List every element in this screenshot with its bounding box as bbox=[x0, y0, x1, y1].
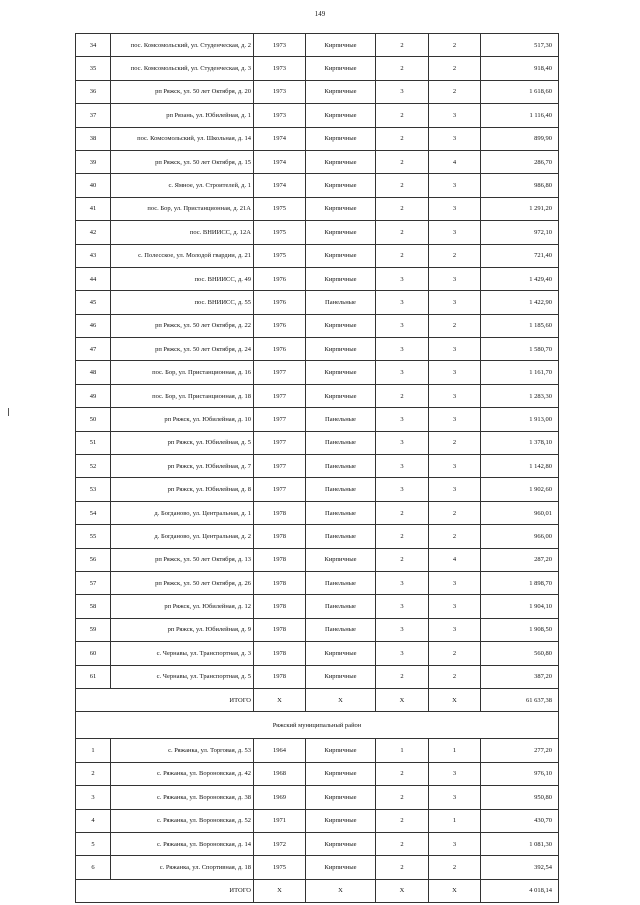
table-row bbox=[76, 197, 559, 220]
total-x-cell: Х bbox=[254, 879, 306, 902]
total-x-cell: Х bbox=[306, 879, 376, 902]
table-row bbox=[76, 618, 559, 641]
row-number: 45 bbox=[76, 291, 111, 314]
table-row bbox=[76, 595, 559, 618]
amount-cell: 1 283,30 bbox=[481, 384, 559, 407]
table-row bbox=[76, 314, 559, 337]
entrances-cell: 3 bbox=[429, 786, 481, 809]
floors-cell: 2 bbox=[376, 221, 429, 244]
entrances-cell: 3 bbox=[429, 267, 481, 290]
year-cell: 1975 bbox=[254, 197, 306, 220]
year-cell: 1978 bbox=[254, 642, 306, 665]
address-cell: с. Чернавы, ул. Транспортная, д. 5 bbox=[111, 665, 254, 688]
total-row bbox=[76, 688, 559, 711]
wall-material-cell: Кирпичные bbox=[306, 80, 376, 103]
wall-material-cell: Кирпичные bbox=[306, 338, 376, 361]
amount-cell: 1 185,60 bbox=[481, 314, 559, 337]
row-number: 55 bbox=[76, 525, 111, 548]
floors-cell: 3 bbox=[376, 291, 429, 314]
entrances-cell: 2 bbox=[429, 80, 481, 103]
table-row bbox=[76, 221, 559, 244]
wall-material-cell: Кирпичные bbox=[306, 104, 376, 127]
floors-cell: 2 bbox=[376, 150, 429, 173]
table-row bbox=[76, 384, 559, 407]
wall-material-cell: Кирпичные bbox=[306, 267, 376, 290]
floors-cell: 2 bbox=[376, 127, 429, 150]
address-cell: пос. ВНИИСС, д. 12А bbox=[111, 221, 254, 244]
amount-cell: 1 291,20 bbox=[481, 197, 559, 220]
floors-cell: 3 bbox=[376, 478, 429, 501]
year-cell: 1976 bbox=[254, 338, 306, 361]
table-row bbox=[76, 244, 559, 267]
entrances-cell: 3 bbox=[429, 408, 481, 431]
table-row bbox=[76, 150, 559, 173]
table-row bbox=[76, 642, 559, 665]
table-row bbox=[76, 762, 559, 785]
address-cell: рп Ряжск, ул. 50 лет Октября, д. 26 bbox=[111, 571, 254, 594]
amount-cell: 1 429,40 bbox=[481, 267, 559, 290]
entrances-cell: 3 bbox=[429, 832, 481, 855]
amount-cell: 1 902,60 bbox=[481, 478, 559, 501]
amount-cell: 560,80 bbox=[481, 642, 559, 665]
entrances-cell: 3 bbox=[429, 361, 481, 384]
amount-cell: 277,20 bbox=[481, 739, 559, 762]
floors-cell: 1 bbox=[376, 739, 429, 762]
year-cell: 1974 bbox=[254, 150, 306, 173]
row-number: 43 bbox=[76, 244, 111, 267]
amount-cell: 976,10 bbox=[481, 762, 559, 785]
housing-register-table bbox=[75, 33, 559, 903]
year-cell: 1973 bbox=[254, 57, 306, 80]
floors-cell: 3 bbox=[376, 595, 429, 618]
floors-cell: 2 bbox=[376, 244, 429, 267]
wall-material-cell: Кирпичные bbox=[306, 384, 376, 407]
entrances-cell: 2 bbox=[429, 34, 481, 57]
amount-cell: 986,80 bbox=[481, 174, 559, 197]
year-cell: 1978 bbox=[254, 618, 306, 641]
table-row bbox=[76, 127, 559, 150]
table-row bbox=[76, 665, 559, 688]
wall-material-cell: Панельные bbox=[306, 595, 376, 618]
entrances-cell: 2 bbox=[429, 525, 481, 548]
address-cell: с. Чернавы, ул. Транспортная, д. 3 bbox=[111, 642, 254, 665]
table-row bbox=[76, 104, 559, 127]
wall-material-cell: Кирпичные bbox=[306, 244, 376, 267]
table-row bbox=[76, 57, 559, 80]
entrances-cell: 3 bbox=[429, 595, 481, 618]
floors-cell: 2 bbox=[376, 197, 429, 220]
address-cell: д. Богданово, ул. Центральная, д. 1 bbox=[111, 501, 254, 524]
row-number: 4 bbox=[76, 809, 111, 832]
floors-cell: 3 bbox=[376, 642, 429, 665]
wall-material-cell: Панельные bbox=[306, 501, 376, 524]
year-cell: 1977 bbox=[254, 455, 306, 478]
entrances-cell: 3 bbox=[429, 104, 481, 127]
wall-material-cell: Панельные bbox=[306, 408, 376, 431]
amount-cell: 972,10 bbox=[481, 221, 559, 244]
amount-cell: 1 081,30 bbox=[481, 832, 559, 855]
floors-cell: 2 bbox=[376, 57, 429, 80]
entrances-cell: 2 bbox=[429, 501, 481, 524]
amount-cell: 1 142,80 bbox=[481, 455, 559, 478]
row-number: 50 bbox=[76, 408, 111, 431]
wall-material-cell: Кирпичные bbox=[306, 832, 376, 855]
row-number: 47 bbox=[76, 338, 111, 361]
table-row bbox=[76, 478, 559, 501]
table-row bbox=[76, 267, 559, 290]
floors-cell: 3 bbox=[376, 338, 429, 361]
address-cell: пос. Комсомольский, ул. Школьная, д. 14 bbox=[111, 127, 254, 150]
year-cell: 1977 bbox=[254, 478, 306, 501]
row-number: 6 bbox=[76, 856, 111, 879]
floors-cell: 3 bbox=[376, 80, 429, 103]
amount-cell: 899,90 bbox=[481, 127, 559, 150]
year-cell: 1969 bbox=[254, 786, 306, 809]
year-cell: 1977 bbox=[254, 408, 306, 431]
amount-cell: 1 913,00 bbox=[481, 408, 559, 431]
row-number: 3 bbox=[76, 786, 111, 809]
table-row bbox=[76, 455, 559, 478]
total-label: ИТОГО bbox=[76, 688, 254, 711]
floors-cell: 3 bbox=[376, 618, 429, 641]
wall-material-cell: Панельные bbox=[306, 571, 376, 594]
table-row bbox=[76, 361, 559, 384]
entrances-cell: 3 bbox=[429, 174, 481, 197]
entrances-cell: 3 bbox=[429, 618, 481, 641]
year-cell: 1974 bbox=[254, 127, 306, 150]
entrances-cell: 1 bbox=[429, 809, 481, 832]
amount-cell: 966,00 bbox=[481, 525, 559, 548]
year-cell: 1977 bbox=[254, 431, 306, 454]
year-cell: 1978 bbox=[254, 548, 306, 571]
address-cell: рп Ряжск, ул. Юбилейная, д. 9 bbox=[111, 618, 254, 641]
entrances-cell: 3 bbox=[429, 221, 481, 244]
row-number: 46 bbox=[76, 314, 111, 337]
table-row bbox=[76, 80, 559, 103]
wall-material-cell: Кирпичные bbox=[306, 221, 376, 244]
entrances-cell: 3 bbox=[429, 291, 481, 314]
table-row bbox=[76, 34, 559, 57]
year-cell: 1972 bbox=[254, 832, 306, 855]
floors-cell: 3 bbox=[376, 431, 429, 454]
wall-material-cell: Кирпичные bbox=[306, 809, 376, 832]
table-row bbox=[76, 174, 559, 197]
wall-material-cell: Кирпичные bbox=[306, 174, 376, 197]
floors-cell: 3 bbox=[376, 571, 429, 594]
year-cell: 1976 bbox=[254, 291, 306, 314]
page-number: 149 bbox=[314, 10, 326, 18]
wall-material-cell: Панельные bbox=[306, 455, 376, 478]
address-cell: пос. Бор, ул. Пристанционная, д. 21А bbox=[111, 197, 254, 220]
floors-cell: 2 bbox=[376, 384, 429, 407]
floors-cell: 2 bbox=[376, 786, 429, 809]
row-number: 39 bbox=[76, 150, 111, 173]
wall-material-cell: Кирпичные bbox=[306, 57, 376, 80]
address-cell: пос. Комсомольский, ул. Студенческая, д. 3 bbox=[111, 57, 254, 80]
amount-cell: 430,70 bbox=[481, 809, 559, 832]
amount-cell: 950,80 bbox=[481, 786, 559, 809]
entrances-cell: 3 bbox=[429, 455, 481, 478]
row-number: 34 bbox=[76, 34, 111, 57]
total-x-cell: Х bbox=[429, 879, 481, 902]
amount-cell: 1 378,10 bbox=[481, 431, 559, 454]
section-title: Ряжский муниципальный район bbox=[76, 712, 559, 739]
amount-cell: 1 161,70 bbox=[481, 361, 559, 384]
floors-cell: 3 bbox=[376, 314, 429, 337]
address-cell: с. Полесское, ул. Молодой гвардии, д. 21 bbox=[111, 244, 254, 267]
wall-material-cell: Панельные bbox=[306, 618, 376, 641]
floors-cell: 2 bbox=[376, 525, 429, 548]
row-number: 52 bbox=[76, 455, 111, 478]
entrances-cell: 3 bbox=[429, 197, 481, 220]
row-number: 2 bbox=[76, 762, 111, 785]
wall-material-cell: Кирпичные bbox=[306, 856, 376, 879]
floors-cell: 2 bbox=[376, 501, 429, 524]
table-row bbox=[76, 786, 559, 809]
entrances-cell: 3 bbox=[429, 384, 481, 407]
entrances-cell: 3 bbox=[429, 478, 481, 501]
year-cell: 1978 bbox=[254, 595, 306, 618]
row-number: 58 bbox=[76, 595, 111, 618]
floors-cell: 2 bbox=[376, 762, 429, 785]
year-cell: 1975 bbox=[254, 856, 306, 879]
table-row bbox=[76, 291, 559, 314]
entrances-cell: 2 bbox=[429, 314, 481, 337]
wall-material-cell: Кирпичные bbox=[306, 150, 376, 173]
amount-cell: 287,20 bbox=[481, 548, 559, 571]
floors-cell: 2 bbox=[376, 34, 429, 57]
year-cell: 1964 bbox=[254, 739, 306, 762]
year-cell: 1978 bbox=[254, 571, 306, 594]
address-cell: д. Богданово, ул. Центральная, д. 2 bbox=[111, 525, 254, 548]
floors-cell: 3 bbox=[376, 455, 429, 478]
address-cell: рп Ряжск, ул. Юбилейная, д. 7 bbox=[111, 455, 254, 478]
table-body bbox=[76, 34, 559, 903]
amount-cell: 1 580,70 bbox=[481, 338, 559, 361]
floors-cell: 3 bbox=[376, 361, 429, 384]
address-cell: пос. Комсомольский, ул. Студенческая, д. 2 bbox=[111, 34, 254, 57]
table-row bbox=[76, 431, 559, 454]
row-number: 53 bbox=[76, 478, 111, 501]
amount-cell: 1 908,50 bbox=[481, 618, 559, 641]
entrances-cell: 4 bbox=[429, 548, 481, 571]
row-number: 41 bbox=[76, 197, 111, 220]
wall-material-cell: Кирпичные bbox=[306, 314, 376, 337]
entrances-cell: 3 bbox=[429, 338, 481, 361]
row-number: 61 bbox=[76, 665, 111, 688]
address-cell: рп Ряжск, ул. 50 лет Октября, д. 24 bbox=[111, 338, 254, 361]
address-cell: рп Ряжск, ул. 50 лет Октября, д. 20 bbox=[111, 80, 254, 103]
address-cell: с. Ряжанка, ул. Вороновская, д. 42 bbox=[111, 762, 254, 785]
row-number: 5 bbox=[76, 832, 111, 855]
address-cell: пос. ВНИИСС, д. 55 bbox=[111, 291, 254, 314]
entrances-cell: 3 bbox=[429, 762, 481, 785]
wall-material-cell: Кирпичные bbox=[306, 361, 376, 384]
row-number: 60 bbox=[76, 642, 111, 665]
year-cell: 1976 bbox=[254, 267, 306, 290]
year-cell: 1971 bbox=[254, 809, 306, 832]
wall-material-cell: Панельные bbox=[306, 291, 376, 314]
floors-cell: 3 bbox=[376, 408, 429, 431]
floors-cell: 2 bbox=[376, 856, 429, 879]
year-cell: 1968 bbox=[254, 762, 306, 785]
amount-cell: 1 904,10 bbox=[481, 595, 559, 618]
row-number: 59 bbox=[76, 618, 111, 641]
table-row bbox=[76, 408, 559, 431]
amount-cell: 918,40 bbox=[481, 57, 559, 80]
amount-cell: 1 898,70 bbox=[481, 571, 559, 594]
year-cell: 1977 bbox=[254, 384, 306, 407]
floors-cell: 2 bbox=[376, 809, 429, 832]
section-header-row bbox=[76, 712, 559, 739]
entrances-cell: 3 bbox=[429, 127, 481, 150]
total-x-cell: Х bbox=[376, 688, 429, 711]
year-cell: 1978 bbox=[254, 665, 306, 688]
year-cell: 1973 bbox=[254, 80, 306, 103]
wall-material-cell: Панельные bbox=[306, 431, 376, 454]
address-cell: рп Ряжск, ул. Юбилейная, д. 10 bbox=[111, 408, 254, 431]
entrances-cell: 2 bbox=[429, 642, 481, 665]
wall-material-cell: Кирпичные bbox=[306, 665, 376, 688]
address-cell: с. Ямное, ул. Строителей, д. 1 bbox=[111, 174, 254, 197]
address-cell: пос. Бор, ул. Пристанционная, д. 18 bbox=[111, 384, 254, 407]
amount-cell: 517,30 bbox=[481, 34, 559, 57]
table-row bbox=[76, 856, 559, 879]
total-row bbox=[76, 879, 559, 902]
amount-cell: 1 116,40 bbox=[481, 104, 559, 127]
address-cell: рп Ряжск, ул. Юбилейная, д. 8 bbox=[111, 478, 254, 501]
row-number: 56 bbox=[76, 548, 111, 571]
entrances-cell: 2 bbox=[429, 431, 481, 454]
year-cell: 1978 bbox=[254, 525, 306, 548]
address-cell: рп Ряжск, ул. 50 лет Октября, д. 15 bbox=[111, 150, 254, 173]
wall-material-cell: Панельные bbox=[306, 525, 376, 548]
row-number: 48 bbox=[76, 361, 111, 384]
wall-material-cell: Кирпичные bbox=[306, 548, 376, 571]
entrances-cell: 4 bbox=[429, 150, 481, 173]
entrances-cell: 3 bbox=[429, 571, 481, 594]
year-cell: 1973 bbox=[254, 34, 306, 57]
row-number: 40 bbox=[76, 174, 111, 197]
year-cell: 1975 bbox=[254, 221, 306, 244]
address-cell: рп Ряжск, ул. 50 лет Октября, д. 22 bbox=[111, 314, 254, 337]
wall-material-cell: Кирпичные bbox=[306, 197, 376, 220]
amount-cell: 387,20 bbox=[481, 665, 559, 688]
total-x-cell: Х bbox=[254, 688, 306, 711]
row-number: 54 bbox=[76, 501, 111, 524]
address-cell: с. Ряжанка, ул. Торговая, д. 53 bbox=[111, 739, 254, 762]
wall-material-cell: Кирпичные bbox=[306, 739, 376, 762]
amount-cell: 960,01 bbox=[481, 501, 559, 524]
row-number: 51 bbox=[76, 431, 111, 454]
total-amount: 61 637,38 bbox=[481, 688, 559, 711]
entrances-cell: 2 bbox=[429, 856, 481, 879]
table-row bbox=[76, 548, 559, 571]
floors-cell: 2 bbox=[376, 174, 429, 197]
entrances-cell: 1 bbox=[429, 739, 481, 762]
year-cell: 1978 bbox=[254, 501, 306, 524]
wall-material-cell: Панельные bbox=[306, 478, 376, 501]
table-row bbox=[76, 525, 559, 548]
row-number: 35 bbox=[76, 57, 111, 80]
address-cell: рп Рязань, ул. Юбилейная, д. 1 bbox=[111, 104, 254, 127]
address-cell: рп Ряжск, ул. Юбилейная, д. 5 bbox=[111, 431, 254, 454]
floors-cell: 2 bbox=[376, 832, 429, 855]
table-row bbox=[76, 832, 559, 855]
year-cell: 1973 bbox=[254, 104, 306, 127]
table-row bbox=[76, 338, 559, 361]
total-x-cell: Х bbox=[306, 688, 376, 711]
wall-material-cell: Кирпичные bbox=[306, 642, 376, 665]
wall-material-cell: Кирпичные bbox=[306, 786, 376, 809]
year-cell: 1975 bbox=[254, 244, 306, 267]
floors-cell: 2 bbox=[376, 548, 429, 571]
entrances-cell: 2 bbox=[429, 244, 481, 267]
amount-cell: 1 618,60 bbox=[481, 80, 559, 103]
table-row bbox=[76, 571, 559, 594]
total-amount: 4 018,14 bbox=[481, 879, 559, 902]
address-cell: с. Ряжанка, ул. Спортивная, д. 18 bbox=[111, 856, 254, 879]
total-x-cell: Х bbox=[429, 688, 481, 711]
address-cell: с. Ряжанка, ул. Вороновская, д. 52 bbox=[111, 809, 254, 832]
row-number: 1 bbox=[76, 739, 111, 762]
floors-cell: 3 bbox=[376, 267, 429, 290]
entrances-cell: 2 bbox=[429, 665, 481, 688]
wall-material-cell: Кирпичные bbox=[306, 127, 376, 150]
row-number: 49 bbox=[76, 384, 111, 407]
row-number: 36 bbox=[76, 80, 111, 103]
floors-cell: 2 bbox=[376, 665, 429, 688]
margin-mark bbox=[8, 408, 9, 416]
row-number: 38 bbox=[76, 127, 111, 150]
amount-cell: 392,54 bbox=[481, 856, 559, 879]
table-row bbox=[76, 739, 559, 762]
wall-material-cell: Кирпичные bbox=[306, 34, 376, 57]
wall-material-cell: Кирпичные bbox=[306, 762, 376, 785]
row-number: 44 bbox=[76, 267, 111, 290]
address-cell: пос. Бор, ул. Пристанционная, д. 16 bbox=[111, 361, 254, 384]
row-number: 42 bbox=[76, 221, 111, 244]
address-cell: рп Ряжск, ул. 50 лет Октября, д. 13 bbox=[111, 548, 254, 571]
floors-cell: 2 bbox=[376, 104, 429, 127]
year-cell: 1977 bbox=[254, 361, 306, 384]
total-label: ИТОГО bbox=[76, 879, 254, 902]
total-x-cell: Х bbox=[376, 879, 429, 902]
row-number: 57 bbox=[76, 571, 111, 594]
entrances-cell: 2 bbox=[429, 57, 481, 80]
year-cell: 1974 bbox=[254, 174, 306, 197]
row-number: 37 bbox=[76, 104, 111, 127]
year-cell: 1976 bbox=[254, 314, 306, 337]
table-row bbox=[76, 809, 559, 832]
address-cell: с. Ряжанка, ул. Вороновская, д. 14 bbox=[111, 832, 254, 855]
amount-cell: 721,40 bbox=[481, 244, 559, 267]
table-row bbox=[76, 501, 559, 524]
address-cell: с. Ряжанка, ул. Вороновская, д. 38 bbox=[111, 786, 254, 809]
amount-cell: 1 422,90 bbox=[481, 291, 559, 314]
address-cell: пос. ВНИИСС, д. 49 bbox=[111, 267, 254, 290]
amount-cell: 286,70 bbox=[481, 150, 559, 173]
address-cell: рп Ряжск, ул. Юбилейная, д. 12 bbox=[111, 595, 254, 618]
